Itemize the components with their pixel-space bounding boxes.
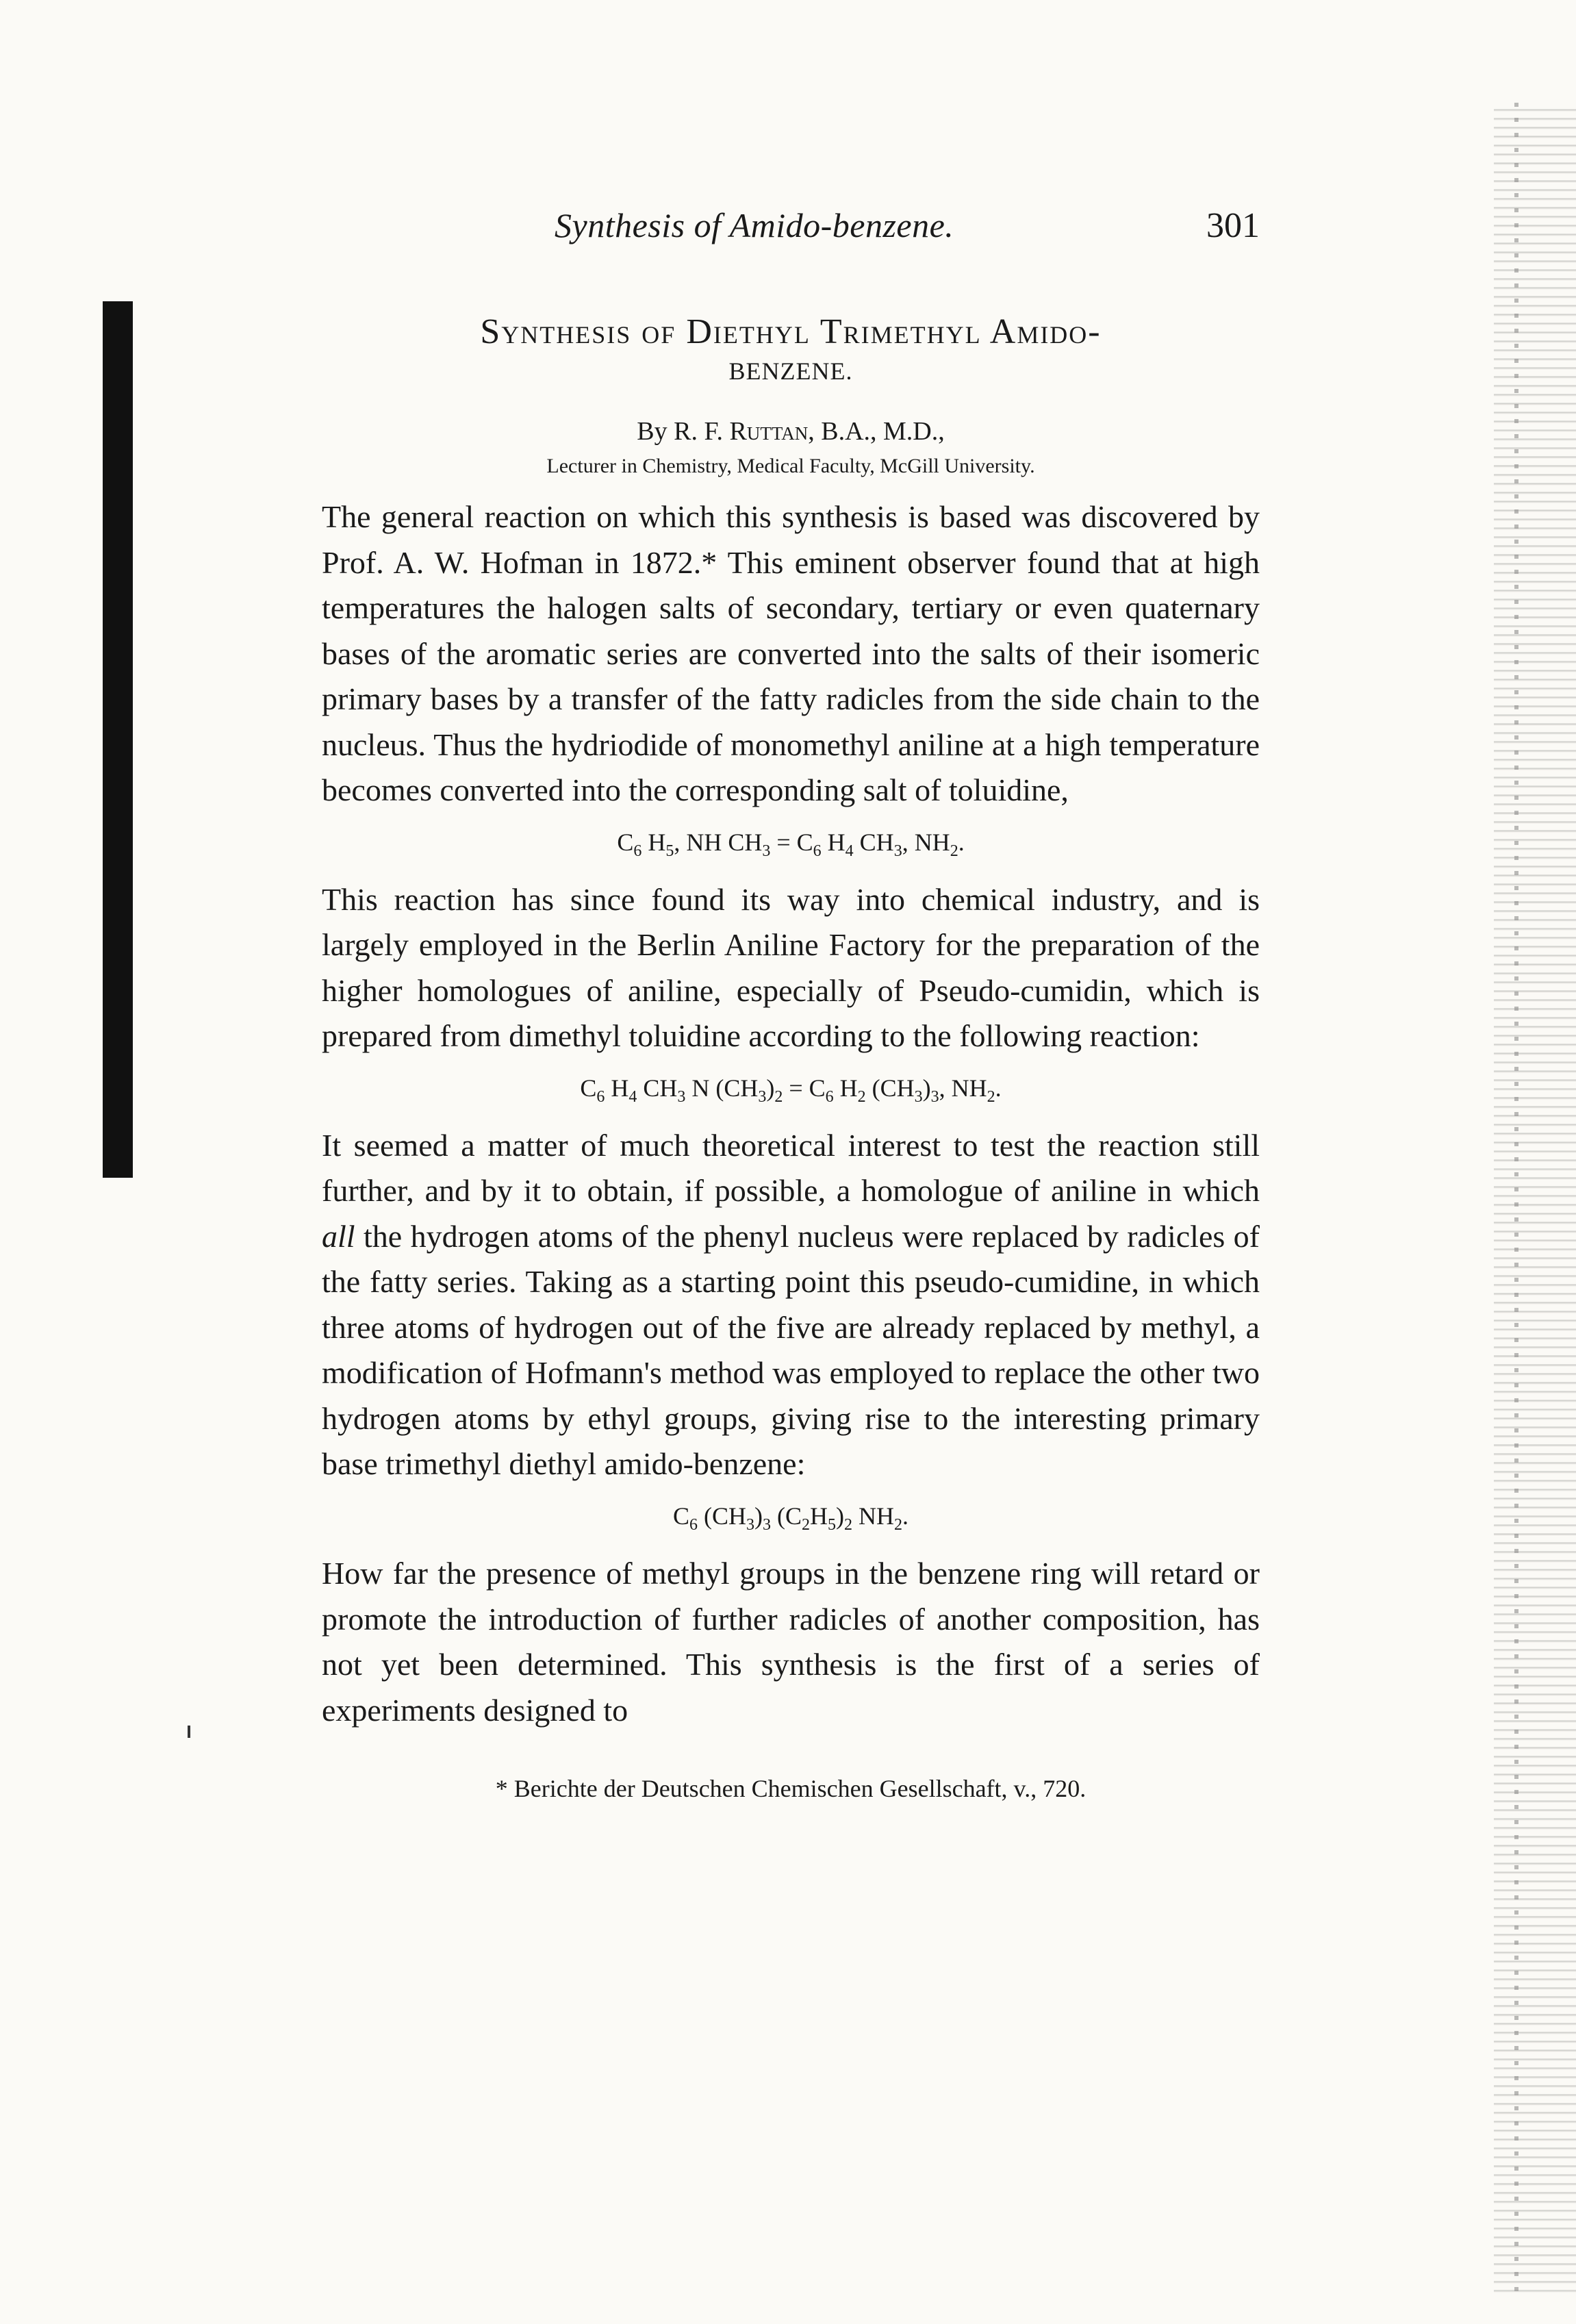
running-head bbox=[322, 205, 1260, 267]
paragraph-2: This reaction has since found its way into chemical industry, and is largely employed in the Berlin Aniline Factory for the preparation of the higher homologues of aniline, especially of Pseudo-cumidin, which is prepared from dimethyl toluidine according to the following reaction: bbox=[322, 881, 1260, 1054]
article-title bbox=[322, 310, 1260, 388]
formula-3: $C_6$ $(CH_3)_3$ $(C_2H_5)_2$ $NH_2$. bbox=[672, 1502, 908, 1534]
scan-edge-speckle bbox=[1494, 103, 1576, 2294]
author-name: R. F. Ruttan bbox=[674, 417, 809, 446]
running-title: Synthesis of Amido-benzene. bbox=[555, 206, 954, 244]
author-credentials: , B.A., M.D., bbox=[808, 417, 945, 446]
author-affiliation: Lecturer in Chemistry, Medical Faculty, McGill University. bbox=[546, 455, 1035, 477]
formula-2: $C_6$ $H_4$ $CH_3$ N $(CH_3)_2 = C_6$ $H_2$ $(CH_3)_3$, $NH_2$. bbox=[580, 1074, 1002, 1106]
byline bbox=[322, 415, 1260, 448]
page bbox=[322, 205, 1260, 1806]
byline-prefix: By bbox=[637, 417, 668, 446]
page-number: 301 bbox=[1206, 206, 1260, 245]
scan-margin-bar bbox=[103, 301, 133, 1178]
paragraph-1: The general reaction on which this synthesis is based was discovered by Prof. A. W. Hofman in 1872.* This eminent observer found that at high temperatures the halogen salts of secondary, tertiary or even quaternary bases of the aromatic series are converted into the salts of their isomeric primary bases by a transfer of the fatty radicles from the side chain to the nucleus. Thus the hydriodide of monomethyl aniline at a high temperature becomes converted into the corresponding salt of toluidine, bbox=[322, 499, 1260, 807]
emphasis-all: all bbox=[322, 1218, 355, 1254]
scan-stray-mark bbox=[188, 1726, 190, 1738]
article-title-line-2: BENZENE. bbox=[728, 357, 853, 385]
footnote: * Berichte der Deutschen Chemischen Gesellschaft, v., 720. bbox=[495, 1775, 1086, 1803]
formula-1: $C_6$ $H_5$, NH $CH_3 = C_6$ $H_4$ $CH_3$, $NH_2$. bbox=[617, 828, 965, 860]
article-title-line-1: Synthesis of Diethyl Trimethyl Amido- bbox=[480, 312, 1102, 351]
paragraph-4: How far the presence of methyl groups in the benzene ring will retard or promote the introduction of further radicles of another composition, has not yet been determined. This synthesis is the first of a series of experiments designed to bbox=[322, 1556, 1260, 1728]
paragraph-3: It seemed a matter of much theoretical interest to test the reaction still further, and by it to obtain, if possible, a homologue of aniline in which all the hydrogen atoms of the phenyl nucleus were replaced by radicles of the fatty series. Taking as a starting point this pseudo-cumidine, in which three atoms of hydrogen out of the five are already replaced by methyl, a modification of Hofmann's method was employed to replace the other two hydrogen atoms by ethyl groups, giving rise to the interesting primary base trimethyl diethyl amido-benzene: bbox=[322, 1127, 1260, 1482]
